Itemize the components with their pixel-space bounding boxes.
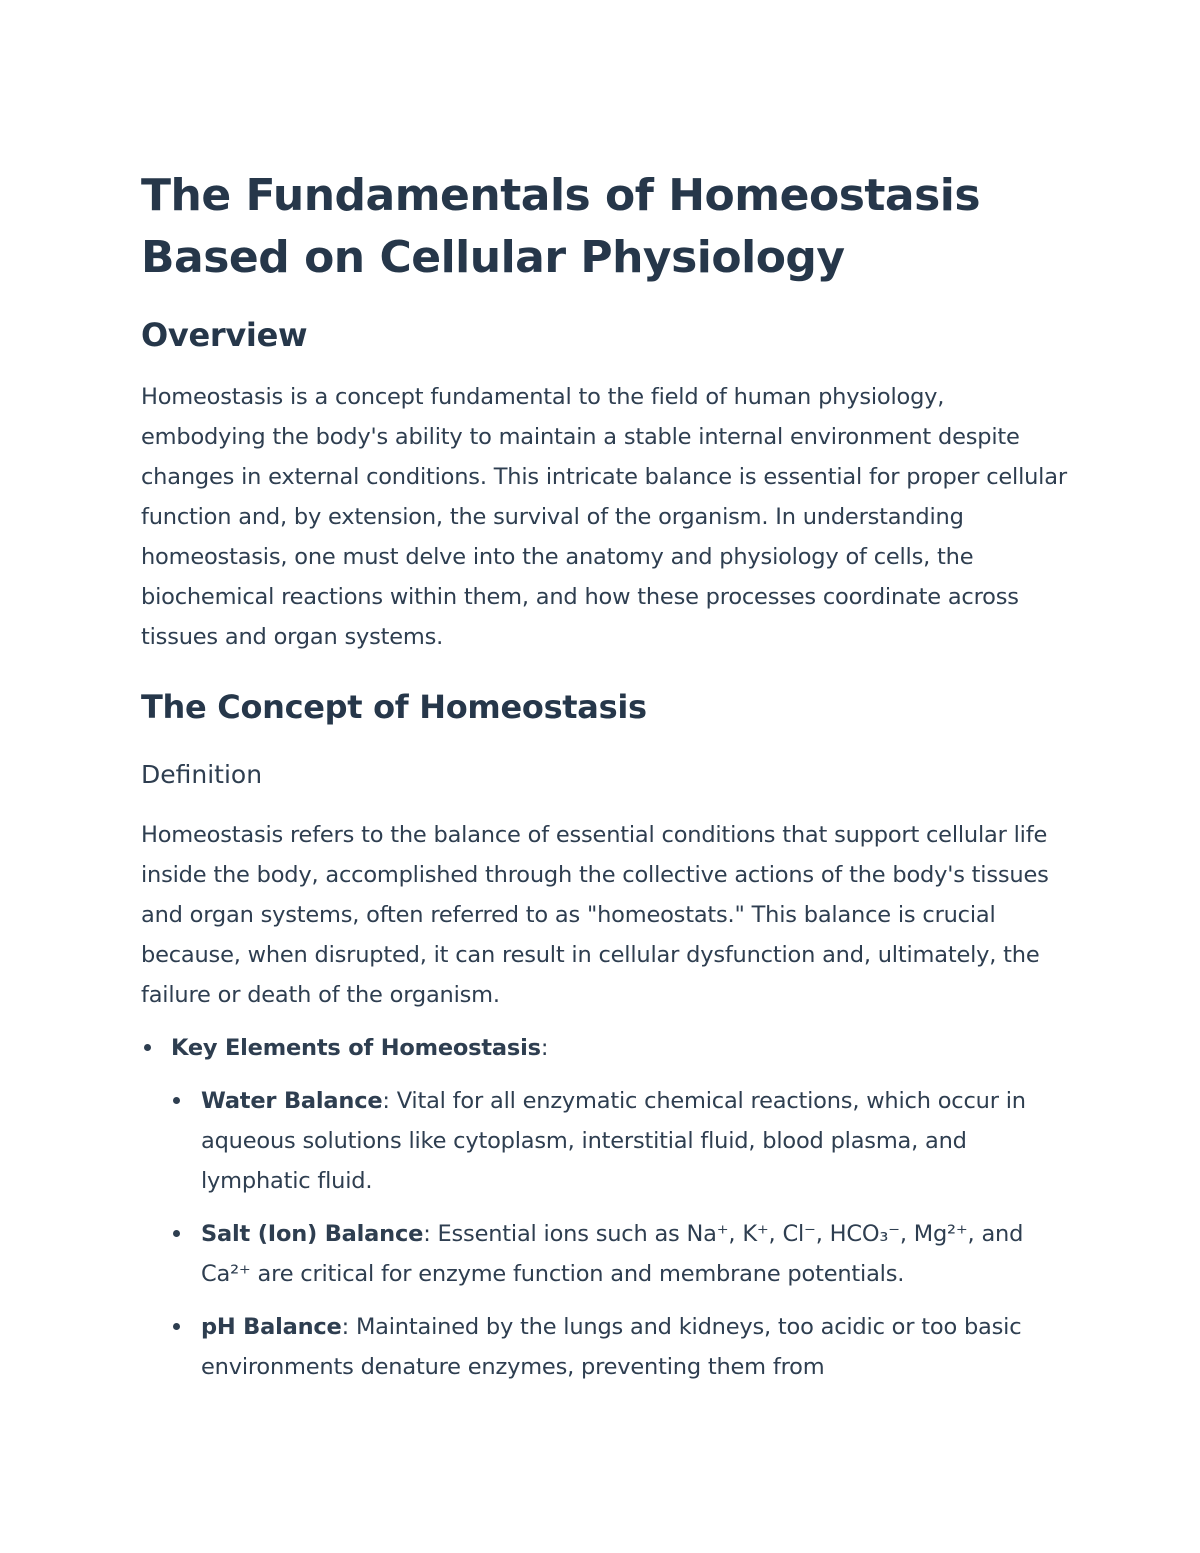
key-elements-suffix: : bbox=[540, 1035, 549, 1061]
definition-paragraph: Homeostasis refers to the balance of essential conditions that support cellular life inside the body, accomplished through the collective actions of the body's tissues and organ systems, often referred to as "homeostats." This balance is crucial because, when disrupted, it can result in cellular dysfunction and, ultimately, the failure or death of the organism. bbox=[141, 822, 1049, 1008]
definition-heading: Definition bbox=[141, 760, 263, 789]
bullet-icon bbox=[173, 1323, 180, 1330]
ph-balance-term: pH Balance bbox=[201, 1314, 342, 1340]
title-line-1: The Fundamentals of Homeostasis bbox=[141, 170, 981, 221]
key-elements-sublist bbox=[171, 1081, 1071, 1387]
key-elements-list bbox=[141, 1028, 1071, 1387]
overview-paragraph: Homeostasis is a concept fundamental to the field of human physiology, embodying the body's ability to maintain a stable internal environment despite changes in external conditions. This intricate balance is essential for proper cellular function and, by extension, the survival of the organism. In understanding homeostasis, one must delve into the anatomy and physiology of cells, the biochemical reactions within them, and how these processes coordinate across tissues and organ systems. bbox=[141, 384, 1067, 650]
ph-balance-text: : Maintained by the lungs and kidneys, too acidic or too basic environments denature enzymes, preventing them from bbox=[201, 1314, 1022, 1380]
list-item-salt-balance bbox=[141, 1214, 1071, 1294]
key-elements-label: Key Elements of Homeostasis bbox=[171, 1035, 541, 1061]
bullet-icon bbox=[173, 1097, 180, 1104]
salt-balance-term: Salt (Ion) Balance bbox=[201, 1221, 424, 1247]
water-balance-term: Water Balance bbox=[201, 1088, 383, 1114]
salt-balance-text: : Essential ions such as Na⁺, K⁺, Cl⁻, HCO₃⁻, Mg²⁺, and Ca²⁺ are critical for enzyme function and membrane potentials. bbox=[201, 1221, 1024, 1287]
list-item-water-balance bbox=[141, 1081, 1071, 1201]
title-line-2: Based on Cellular Physiology bbox=[141, 232, 845, 283]
document-page bbox=[141, 165, 1071, 1387]
overview-heading: Overview bbox=[141, 316, 308, 354]
concept-heading: The Concept of Homeostasis bbox=[141, 688, 647, 726]
bullet-icon bbox=[173, 1230, 180, 1237]
page-title bbox=[141, 165, 1071, 289]
list-item-key-elements bbox=[141, 1028, 1071, 1387]
water-balance-text: : Vital for all enzymatic chemical reactions, which occur in aqueous solutions like cytoplasm, interstitial fluid, blood plasma, and lymphatic fluid. bbox=[201, 1088, 1026, 1194]
list-item-ph-balance bbox=[141, 1307, 1071, 1387]
bullet-icon bbox=[144, 1044, 151, 1051]
